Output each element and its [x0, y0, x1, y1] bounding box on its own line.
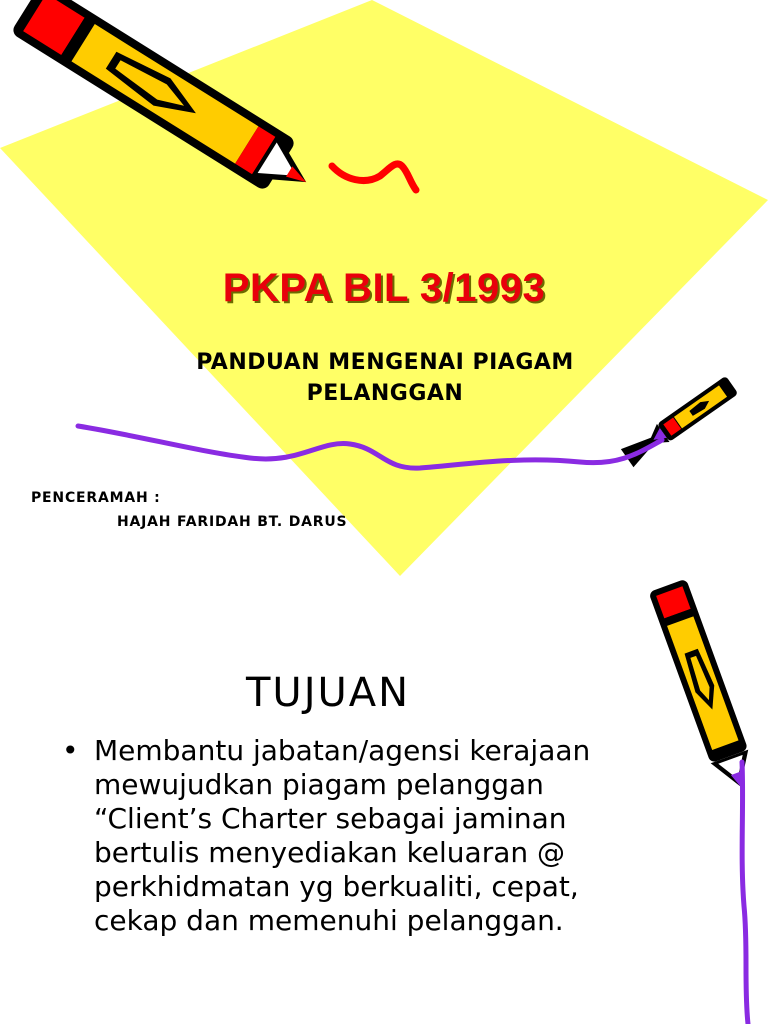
section-title: TUJUAN [246, 670, 411, 716]
list-item [58, 734, 678, 938]
speaker-label: PENCERAMAH : [31, 490, 161, 506]
bullet-list [58, 734, 678, 938]
bullet-text-line: bertulis menyediakan keluaran @ [94, 836, 566, 869]
bullet-text-line: “Client’s Charter sebagai jaminan [94, 802, 567, 835]
content-slide [0, 576, 768, 1024]
slide-title: PKPA BIL 3/1993 [222, 266, 546, 310]
purple-wave-line [742, 762, 748, 1024]
speaker-name: HAJAH FARIDAH BT. DARUS [117, 514, 348, 530]
bullet-text-line: Membantu jabatan/agensi kerajaan [94, 734, 591, 767]
subtitle-line: PANDUAN MENGENAI PIAGAM [196, 350, 574, 375]
bullet-text-line: mewujudkan piagam pelanggan [94, 768, 544, 801]
slide-subtitle [130, 347, 640, 409]
subtitle-line: PELANGGAN [306, 381, 464, 406]
bullet-text-line: cekap dan memenuhi pelanggan. [94, 904, 564, 937]
bullet-text-line: perkhidmatan yg berkualiti, cepat, [94, 870, 579, 903]
bullet-symbol: • [62, 734, 79, 767]
